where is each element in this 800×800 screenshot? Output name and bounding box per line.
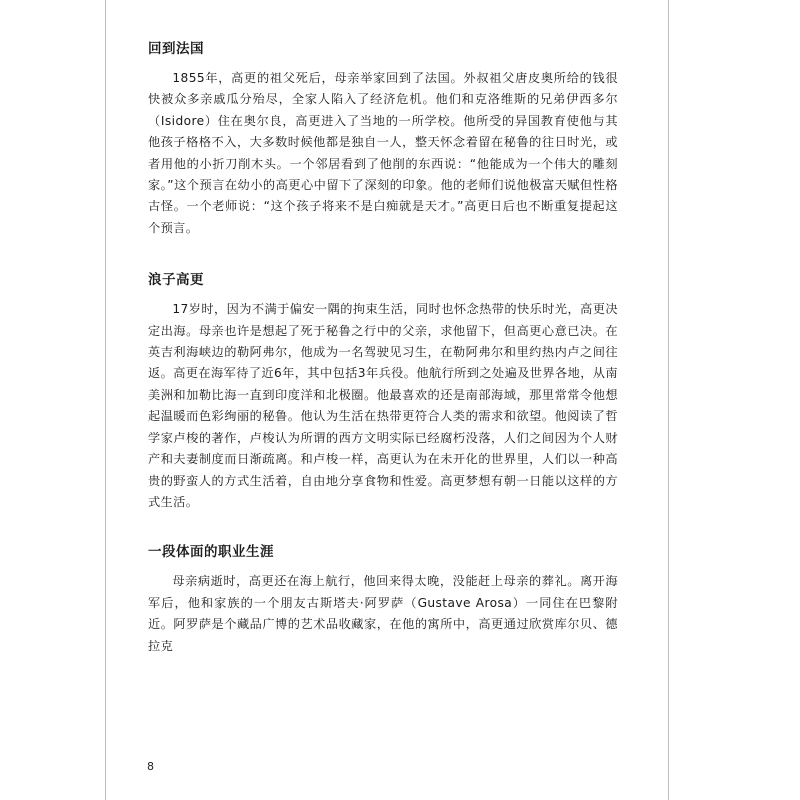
book-page <box>105 0 669 800</box>
section-respectable-career <box>148 543 618 657</box>
section-return-to-france <box>148 40 618 239</box>
section-paragraph: 母亲病逝时，高更还在海上航行，他回来得太晚，没能赶上母亲的葬礼。离开海军后，他和家族的一个朋友古斯塔夫·阿罗萨（Gustave Arosa）一同住在巴黎附近。阿罗萨是个藏品广博的艺术品收藏家，在他的寓所中，高更通过欣赏库尔贝、德拉克 <box>148 574 618 653</box>
section-title: 回到法国 <box>148 41 204 57</box>
section-prodigal-gauguin <box>148 271 618 513</box>
section-title: 浪子高更 <box>148 272 204 289</box>
section-paragraph: 1855年，高更的祖父死后，母亲举家回到了法国。外叔祖父唐皮奥所给的钱很快被众多亲戚瓜分殆尽，全家人陷入了经济危机。他们和克洛维斯的兄弟伊西多尔（Isidore）住在奥尔良，高更进入了当地的一所学校。他所受的异国教育使他与其他孩子格格不入，大多数时候他都是独自一人，整天怀念着留在秘鲁的往日时光，或者用他的小折刀削木头。一个邻居看到了他削的东西说：“他能成为一个伟大的雕刻家。”这个预言在幼小的高更心中留下了深刻的印象。他的老师们说他极富天赋但性格古怪。一个老师说：“这个孩子将来不是白痴就是天才。”高更日后也不断重复提起这个预言。 <box>148 71 618 235</box>
page-content <box>148 40 618 657</box>
page-number: 8 <box>147 760 154 773</box>
section-paragraph: 17岁时，因为不满于偏安一隅的拘束生活，同时也怀念热带的快乐时光，高更决定出海。母亲也许是想起了死于秘鲁之行中的父亲，求他留下，但高更心意已决。在英吉利海峡边的勒阿弗尔，他成为一名驾驶见习生，在勒阿弗尔和里约热内卢之间往返。高更在海军待了近6年，其中包括3年兵役。他航行所到之处遍及世界各地，从南美洲和加勒比海一直到印度洋和北极圈。他最喜欢的还是南部海域，那里常常令他想起温暖而色彩绚丽的秘鲁。他认为生活在热带更符合人类的需求和欲望。他阅读了哲学家卢梭的著作，卢梭认为所谓的西方文明实际已经腐朽没落，人们之间因为个人财产和夫妻制度而日渐疏离。和卢梭一样，高更认为在未开化的世界里，人们以一种高贵的野蛮人的方式生活着，自由地分享食物和性爱。高更梦想有朝一日能以这样的方式生活。 <box>148 302 618 509</box>
section-title: 一段体面的职业生涯 <box>148 544 274 561</box>
